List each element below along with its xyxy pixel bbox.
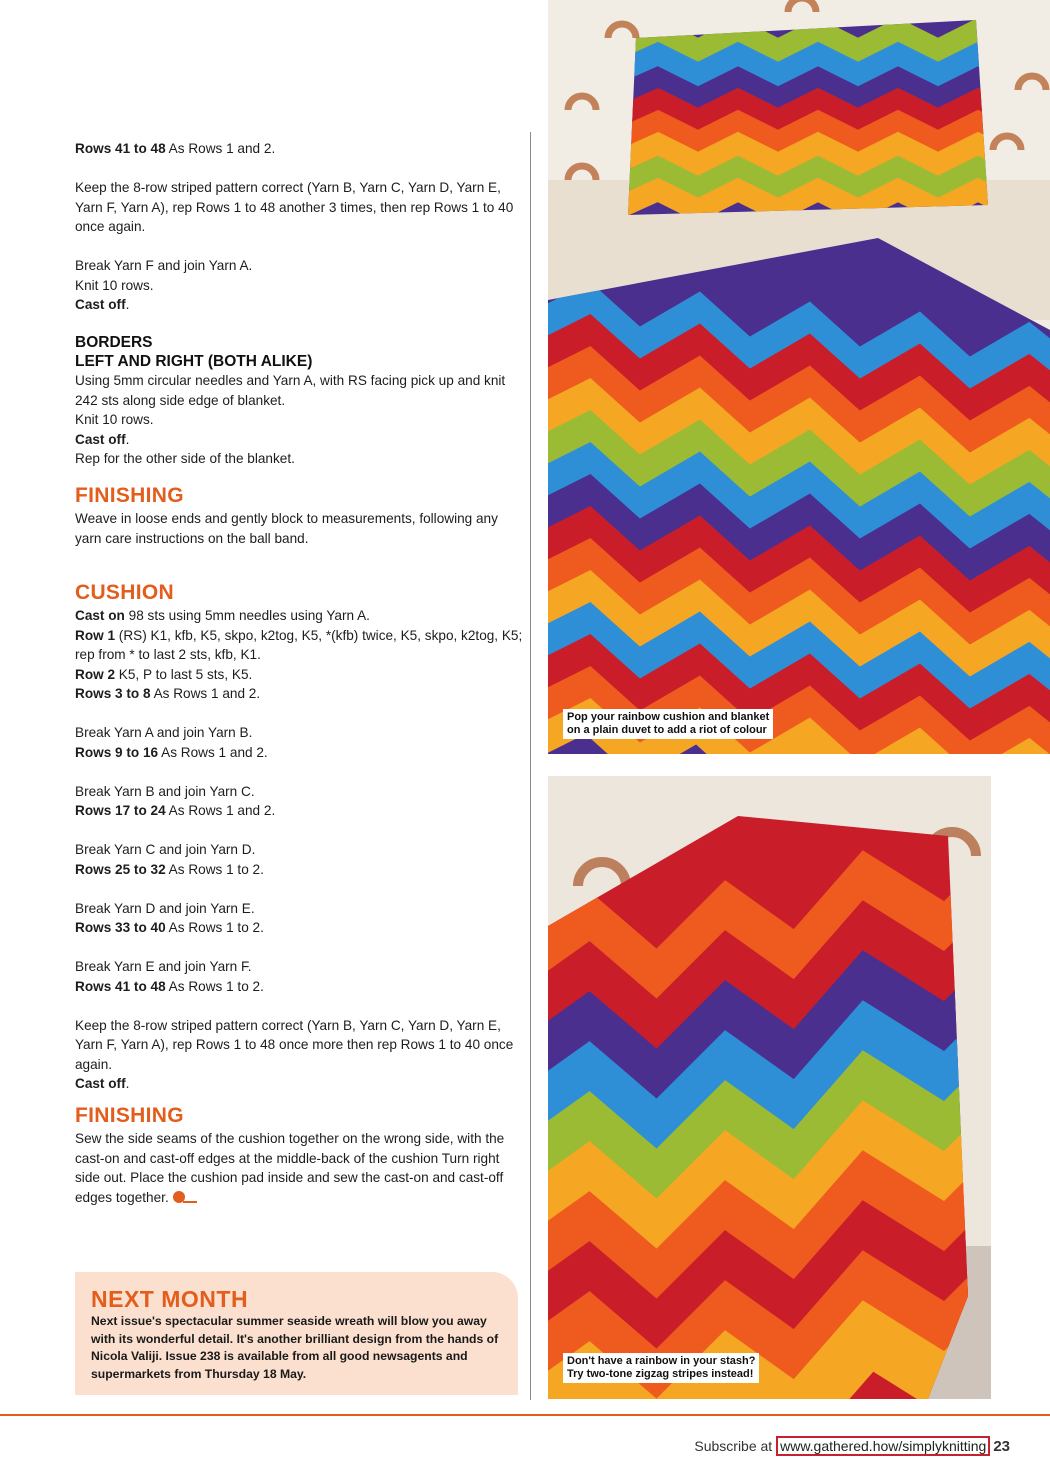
rows-33-40-line: Rows 33 to 40 As Rows 1 to 2. xyxy=(75,920,264,935)
cushion-photo xyxy=(548,776,991,1399)
next-month-body: Next issue's spectacular summer seaside wreath will blow you away with its wonderful detail. It's another brilliant design from the hands of Nicola Valiji. Issue 238 is available from all good newsagents and supermarkets from Thursday 18 May. xyxy=(91,1314,499,1381)
borders-heading: BORDERS xyxy=(75,334,153,351)
break-a-b: Break Yarn A and join Yarn B. xyxy=(75,725,253,740)
rows-9-16-line: Rows 9 to 16 As Rows 1 and 2. xyxy=(75,744,268,760)
footer xyxy=(694,1438,1010,1455)
finishing-cushion-heading: FINISHING xyxy=(75,1104,184,1127)
page-number: 23 xyxy=(993,1438,1010,1455)
cushion-keep-pattern: Keep the 8-row striped pattern correct (Yarn B, Yarn C, Yarn D, Yarn E, Yarn F, Yarn A), rep Rows 1 to 48 once more then rep Rows 1 to 40 once again. xyxy=(75,1017,514,1072)
subscribe-text: Subscribe at xyxy=(694,1438,777,1454)
column-divider xyxy=(530,132,531,1400)
borders-line-2: Knit 10 rows. xyxy=(75,412,154,427)
next-month-panel xyxy=(75,1272,518,1395)
break-e-f: Break Yarn E and join Yarn F. xyxy=(75,959,252,974)
borders-cast-off: Cast off. xyxy=(75,431,130,447)
break-d-e: Break Yarn D and join Yarn E. xyxy=(75,900,255,916)
subscribe-link[interactable]: www.gathered.how/simplyknitting xyxy=(776,1436,990,1456)
rows-25-32-line: Rows 25 to 32 As Rows 1 to 2. xyxy=(75,861,264,877)
borders-section xyxy=(75,333,523,469)
cushion-cast-off: Cast off. xyxy=(75,1076,130,1091)
row-2-line: Row 2 K5, P to last 5 sts, K5. xyxy=(75,666,253,682)
cast-on-line: Cast on 98 sts using 5mm needles using Yarn A. xyxy=(75,608,370,623)
keep-pattern-text: Keep the 8-row striped pattern correct (Yarn B, Yarn C, Yarn D, Yarn E, Yarn F, Yarn A), rep Rows 1 to 48 another 3 times, then rep Rows 1 to 40 once again. xyxy=(75,180,514,234)
rows-41-48-cushion-line: Rows 41 to 48 As Rows 1 to 2. xyxy=(75,978,264,994)
yarn-ball-icon xyxy=(173,1191,185,1203)
break-b-c: Break Yarn B and join Yarn C. xyxy=(75,783,255,799)
blanket-photo-illustration xyxy=(548,0,1050,754)
break-yarn-text: Break Yarn F and join Yarn A. xyxy=(75,258,253,273)
finishing-cushion-section xyxy=(75,1103,523,1207)
finishing-blanket-section xyxy=(75,483,523,548)
finishing-text: Weave in loose ends and gently block to measurements, following any yarn care instructions on the ball band. xyxy=(75,511,498,546)
blanket-photo xyxy=(548,0,1050,754)
blanket-end-section xyxy=(75,139,523,315)
borders-line-3: Rep for the other side of the blanket. xyxy=(75,451,295,466)
cushion-photo-illustration xyxy=(548,776,991,1399)
rows-17-24-line: Rows 17 to 24 As Rows 1 and 2. xyxy=(75,803,276,818)
blanket-photo-caption: Pop your rainbow cushion and blanket on a plain duvet to add a riot of colour xyxy=(563,709,773,739)
knit-rows-text: Knit 10 rows. xyxy=(75,277,154,293)
cast-off-line: Cast off. xyxy=(75,297,130,312)
cushion-photo-caption: Don't have a rainbow in your stash? Try two-tone zigzag stripes instead! xyxy=(563,1353,759,1383)
borders-subheading: LEFT AND RIGHT (BOTH ALIKE) xyxy=(75,353,313,370)
break-c-d: Break Yarn C and join Yarn D. xyxy=(75,842,256,857)
finishing-cushion-text: Sew the side seams of the cushion together on the wrong side, with the cast-on and cast-off edges at the middle-back of the cushion Turn right side out. Place the cushion pad inside and sew the cast-on and cast-off edges together. xyxy=(75,1131,505,1205)
cushion-heading: CUSHION xyxy=(75,581,174,604)
finishing-heading: FINISHING xyxy=(75,484,184,507)
borders-line-1: Using 5mm circular needles and Yarn A, with RS facing pick up and knit 242 sts along side edge of blanket. xyxy=(75,373,506,408)
rows-41-48-line: Rows 41 to 48 As Rows 1 and 2. xyxy=(75,141,276,156)
rows-3-8-line: Rows 3 to 8 As Rows 1 and 2. xyxy=(75,686,261,701)
cushion-section xyxy=(75,580,523,1094)
footer-rule xyxy=(0,1414,1050,1416)
next-month-title: NEXT MONTH xyxy=(91,1286,249,1312)
row-1-line: Row 1 (RS) K1, kfb, K5, skpo, k2tog, K5, *(kfb) twice, K5, skpo, k2tog, K5; rep from * to last 2 sts, kfb, K1. xyxy=(75,627,523,662)
